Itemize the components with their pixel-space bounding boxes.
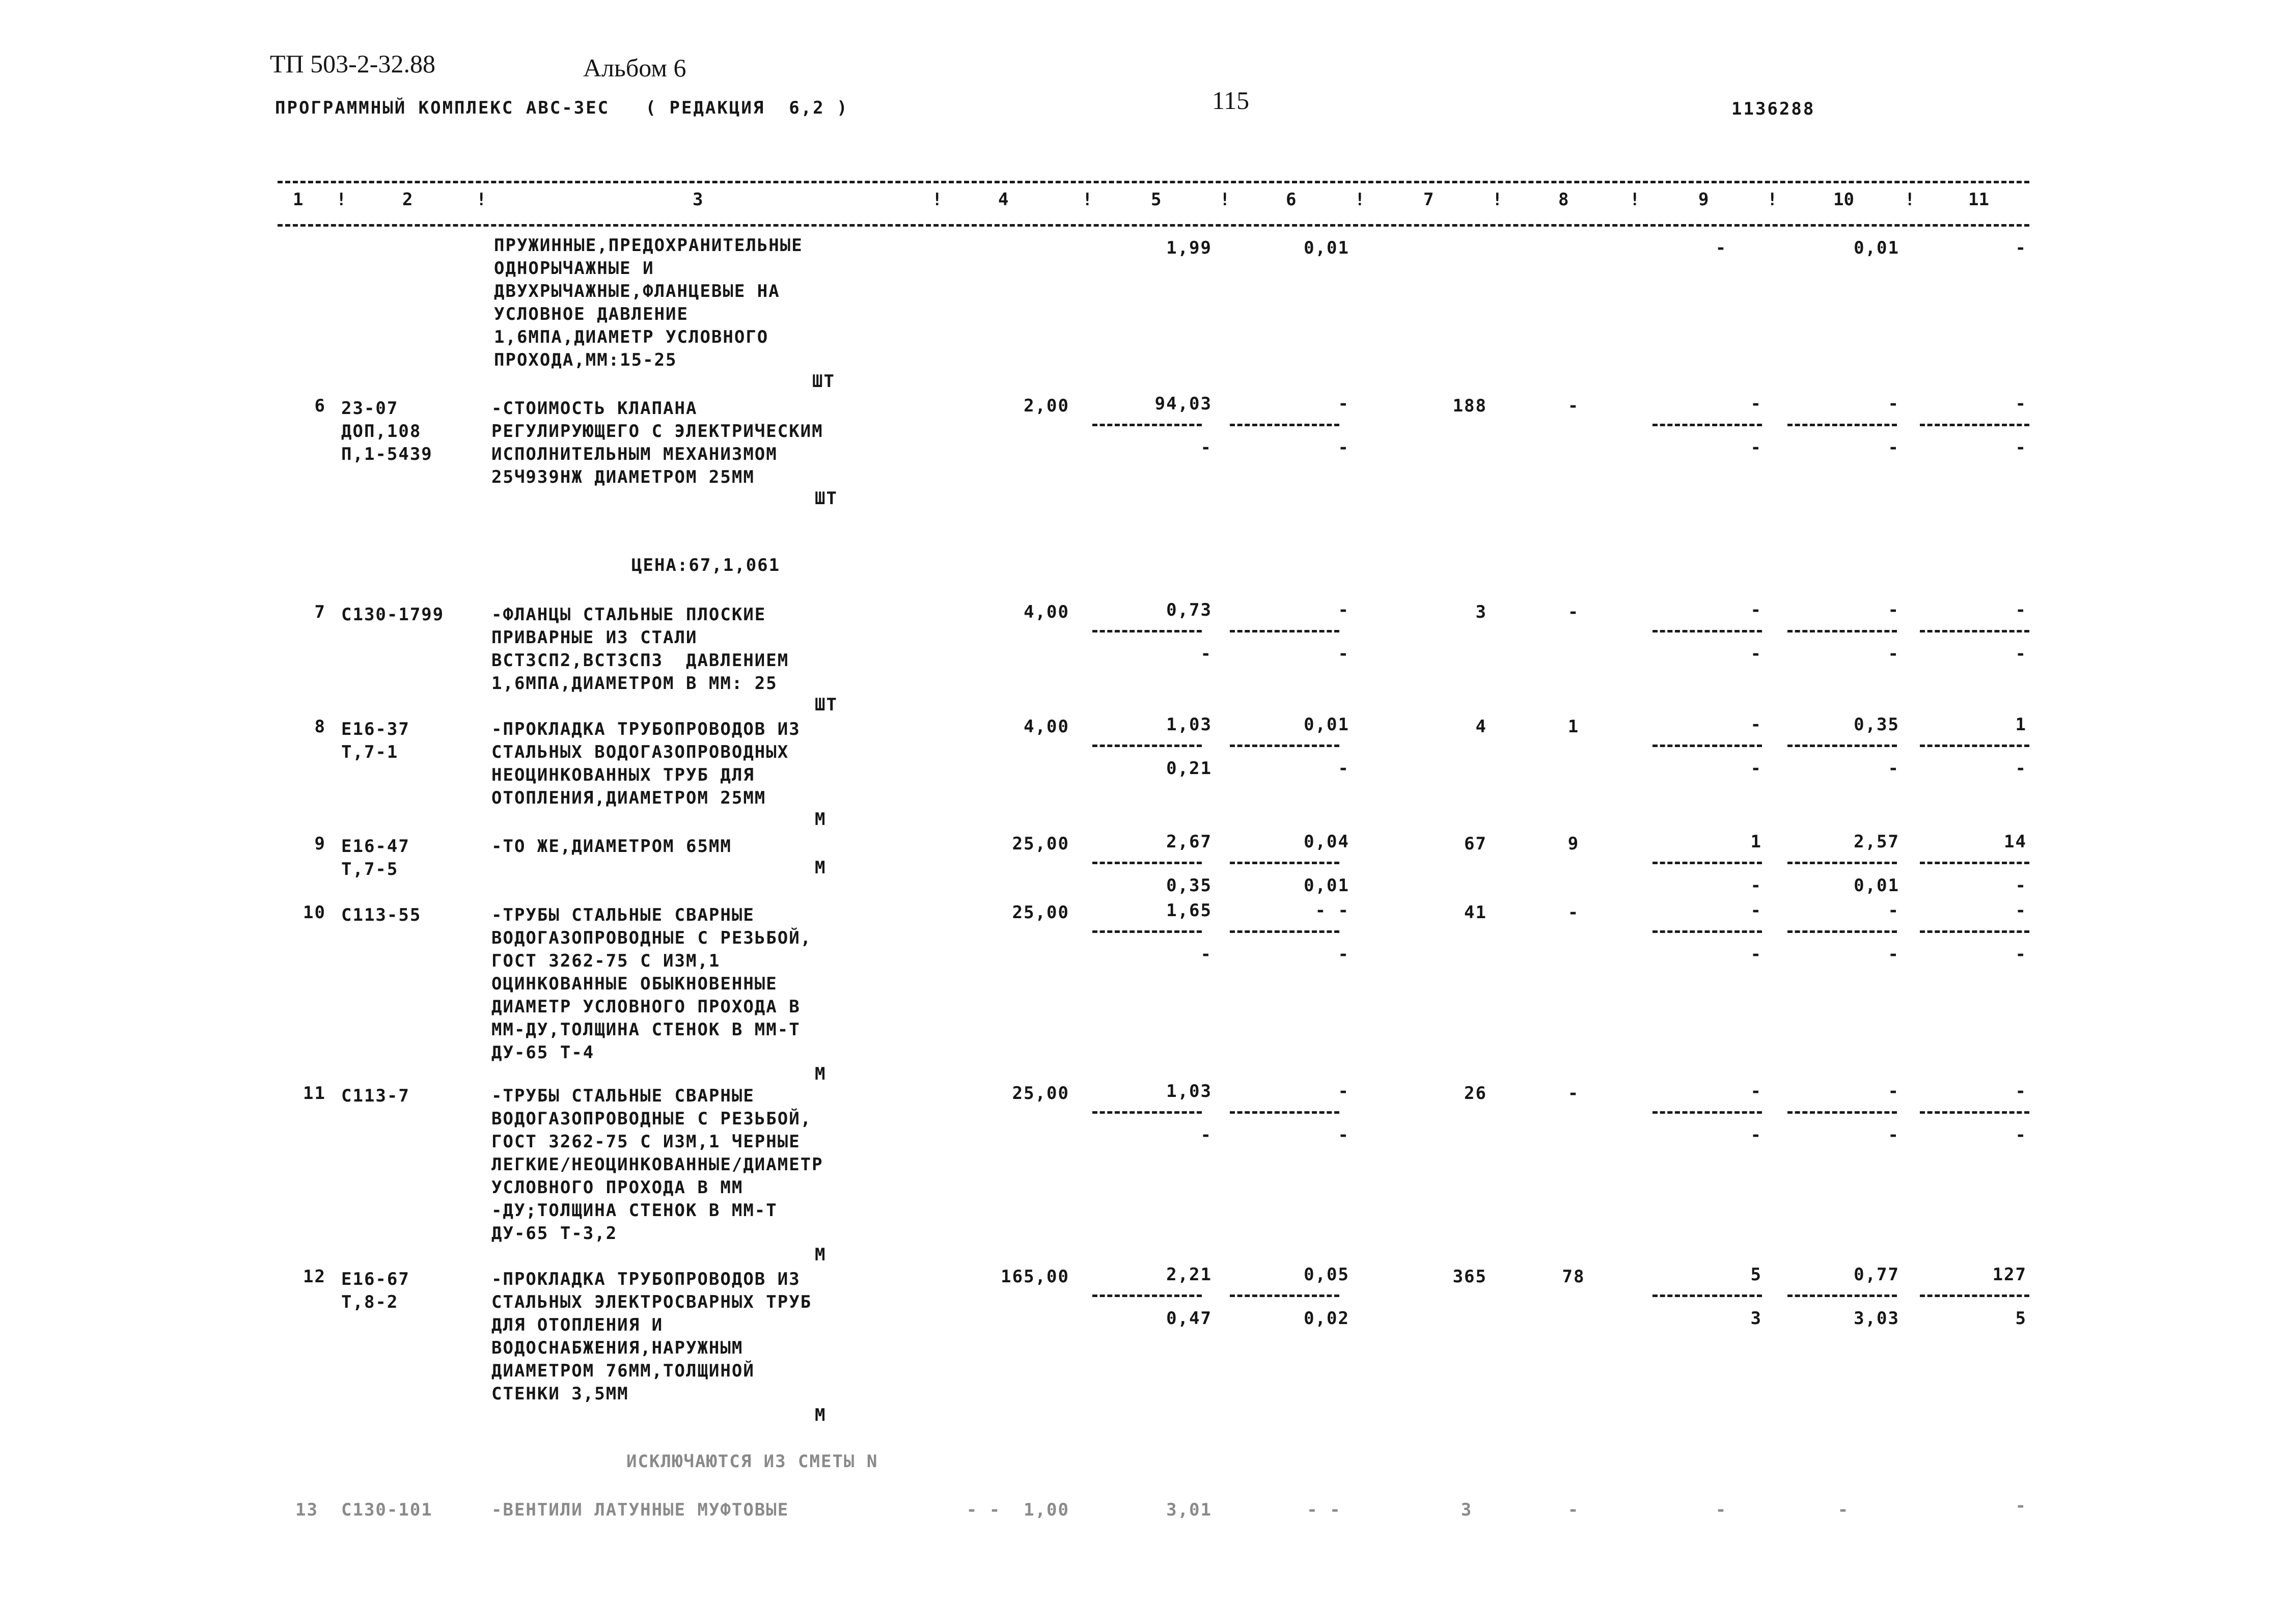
col-separator: !	[1355, 189, 1365, 210]
cell-divider	[1652, 630, 1762, 632]
cell-col5-bottom: -	[1200, 644, 1212, 664]
cell-divider	[1230, 1111, 1339, 1114]
cell-col11-top: -	[2015, 394, 2027, 414]
cell-col11-bottom: -	[2015, 944, 2027, 965]
col-separator: !	[1630, 189, 1640, 210]
cell-col5-bottom: 0,21	[1166, 758, 1212, 779]
cell-divider	[1787, 930, 1897, 933]
cell-col11-bottom: 5	[2015, 1308, 2027, 1329]
cell-col10-top: -	[1888, 394, 1899, 414]
cell-col10-bottom: -	[1888, 758, 1899, 779]
cell-col11-bottom: -	[2015, 644, 2027, 664]
cell-col6-top: -	[1338, 1081, 1349, 1102]
cell-col4: 4,00	[1024, 602, 1069, 622]
cell-col7: 365	[1452, 1267, 1487, 1287]
row-code: С130-1799	[341, 604, 445, 625]
cell-col11: -	[2015, 238, 2027, 258]
cell-col6-bottom: -	[1338, 644, 1349, 664]
item-description: -СТОИМОСТЬ КЛАПАНА РЕГУЛИРУЮЩЕГО С ЭЛЕКТРИЧЕСКИМ ИСПОЛНИТЕЛЬНЫМ МЕХАНИЗМОМ 25Ч939НЖ ДИАМЕТРОМ 25ММ	[491, 398, 823, 487]
header-rule-bottom	[278, 224, 2029, 227]
document-code: ТП 503-2-32.88	[270, 49, 435, 78]
cell-divider	[1787, 1111, 1897, 1114]
cell-col5-top: 2,67	[1166, 832, 1212, 852]
row-code: С113-7	[341, 1086, 410, 1106]
cell-col9-top: -	[1750, 394, 1762, 414]
cell-col6: 0,01	[1304, 238, 1349, 258]
cell-col10-top: -	[1888, 900, 1899, 921]
cell-col5-top: 1,03	[1166, 1081, 1212, 1102]
cell-divider	[1092, 424, 1202, 426]
cell-col10-top: 0,77	[1854, 1264, 1899, 1285]
item-description: -ТРУБЫ СТАЛЬНЫЕ СВАРНЫЕ ВОДОГАЗОПРОВОДНЫЕ С РЕЗЬБОЙ, ГОСТ 3262-75 С ИЗМ,1 ОЦИНКОВАННЫЕ ОБЫКНОВЕННЫЕ ДИАМЕТР УСЛОВНОГО ПРОХОДА В ММ-ДУ,ТОЛЩИНА СТЕНОК В ММ-Т ДУ-65 Т-4	[491, 905, 812, 1063]
cell-col9-bottom: -	[1750, 875, 1762, 896]
cell-divider	[1092, 1111, 1202, 1114]
cell-col10-bottom: -	[1888, 1125, 1899, 1145]
cell-divider	[1652, 930, 1762, 933]
cell-col6-top: -	[1338, 394, 1349, 414]
cell-col11-top: -	[2015, 1081, 2027, 1102]
cell-col5-bottom: -	[1200, 437, 1212, 458]
cell-col6-top: 0,05	[1304, 1264, 1349, 1285]
row-number: 12	[303, 1267, 326, 1287]
cell-col10-bottom: 0,01	[1854, 875, 1899, 896]
cell-col9-bottom: -	[1750, 944, 1762, 965]
cell-col10: -	[1837, 1500, 1850, 1520]
item-description: ПРУЖИННЫЕ,ПРЕДОХРАНИТЕЛЬНЫЕ ОДНОРЫЧАЖНЫЕ И ДВУХРЫЧАЖНЫЕ,ФЛАНЦЕВЫЕ НА УСЛОВНОЕ ДАВЛЕНИЕ 1,6МПА,ДИАМЕТР УСЛОВНОГО ПРОХОДА,ММ:15-25	[494, 235, 803, 370]
cell-divider	[1652, 1111, 1762, 1114]
cell-divider	[1230, 630, 1339, 632]
col-header-2: 2	[402, 189, 413, 210]
row-code: С130-101	[341, 1500, 433, 1520]
cell-divider	[1652, 1295, 1762, 1297]
cell-col6-bottom: -	[1338, 758, 1349, 779]
header-rule-top	[278, 181, 2029, 183]
cell-divider	[1092, 862, 1202, 864]
cell-col8: 1	[1567, 717, 1580, 737]
cell-col11-top: -	[2015, 600, 2027, 620]
cell-divider	[1920, 424, 2029, 426]
row-number: 10	[303, 902, 326, 923]
row-number: 6	[314, 396, 326, 416]
row-number: 11	[303, 1083, 326, 1104]
cell-divider	[1092, 745, 1202, 747]
cell-col10-bottom: -	[1888, 437, 1899, 458]
cell-col10-top: -	[1888, 600, 1899, 620]
cell-divider	[1652, 424, 1762, 426]
col-header-10: 10	[1833, 189, 1854, 210]
cell-col9-top: -	[1750, 714, 1762, 735]
cell-col9-top: 5	[1750, 1264, 1762, 1285]
cell-col5-bottom: -	[1200, 1125, 1212, 1145]
item-unit: М	[815, 1405, 827, 1425]
item-description: -ПРОКЛАДКА ТРУБОПРОВОДОВ ИЗ СТАЛЬНЫХ ВОДОГАЗОПРОВОДНЫХ НЕОЦИНКОВАННЫХ ТРУБ ДЛЯ ОТОПЛЕНИЯ,ДИАМЕТРОМ 25ММ	[491, 719, 801, 808]
cell-col6: - -	[1307, 1500, 1341, 1520]
col-separator: !	[1220, 189, 1230, 210]
item-description: -ПРОКЛАДКА ТРУБОПРОВОДОВ ИЗ СТАЛЬНЫХ ЭЛЕКТРОСВАРНЫХ ТРУБ ДЛЯ ОТОПЛЕНИЯ И ВОДОСНАБЖЕНИЯ,НАРУЖНЫМ ДИАМЕТРОМ 76ММ,ТОЛЩИНОЙ СТЕНКИ 3,5ММ	[491, 1269, 812, 1404]
item-description: -ТО ЖЕ,ДИАМЕТРОМ 65ММ	[491, 836, 732, 857]
item-unit: ШТ	[815, 695, 838, 715]
cell-col5-bottom: 0,47	[1166, 1308, 1212, 1329]
cell-col5: 1,99	[1166, 238, 1212, 258]
cell-col6-bottom: 0,02	[1304, 1308, 1349, 1329]
cell-divider	[1230, 862, 1339, 864]
cell-col11-bottom: -	[2015, 1125, 2027, 1145]
col-separator: !	[932, 189, 943, 210]
cell-col11-top: 1	[2015, 714, 2027, 735]
cell-col10-bottom: 3,03	[1854, 1308, 1899, 1329]
cell-divider	[1787, 862, 1897, 864]
row-number: 8	[314, 717, 326, 737]
cell-col11-top: 127	[1992, 1264, 2027, 1285]
cell-col10-top: 2,57	[1854, 832, 1899, 852]
cell-col7: 3	[1475, 602, 1487, 622]
cell-col9: -	[1715, 1500, 1727, 1520]
col-separator: !	[476, 189, 487, 210]
cell-col7: 188	[1452, 396, 1487, 416]
col-header-4: 4	[998, 189, 1009, 210]
row-code: Е16-37 Т,7-1	[341, 719, 410, 762]
cell-col6-top: 0,04	[1304, 832, 1349, 852]
item-unit: М	[815, 1245, 827, 1265]
col-header-8: 8	[1558, 189, 1569, 210]
cell-col4: 25,00	[1012, 902, 1069, 923]
cell-col5-top: 2,21	[1166, 1264, 1212, 1285]
cell-col6-bottom: -	[1338, 944, 1349, 965]
col-header-5: 5	[1151, 189, 1162, 210]
col-separator: !	[1905, 189, 1915, 210]
exclusion-note: ИСКЛЮЧАЮТСЯ ИЗ СМЕТЫ N	[626, 1451, 878, 1472]
cell-col8: -	[1567, 396, 1580, 416]
row-code: Е16-47 Т,7-5	[341, 836, 410, 879]
col-header-1: 1	[293, 189, 304, 210]
cell-divider	[1920, 1295, 2029, 1297]
cell-divider	[1920, 930, 2029, 933]
cell-divider	[1230, 745, 1339, 747]
page-number: 115	[1212, 86, 1250, 115]
row-code: 23-07 ДОП,108 П,1-5439	[341, 398, 433, 464]
col-separator: !	[336, 189, 347, 210]
cell-col4: 25,00	[1012, 834, 1069, 854]
cell-divider	[1230, 424, 1339, 426]
cell-col11-top: -	[2015, 900, 2027, 921]
cell-col4: 165,00	[1001, 1267, 1069, 1287]
item-description: -ВЕНТИЛИ ЛАТУННЫЕ МУФТОВЫЕ	[491, 1500, 789, 1520]
col-header-9: 9	[1698, 189, 1709, 210]
cell-divider	[1092, 630, 1202, 632]
cell-col9-top: -	[1750, 900, 1762, 921]
cell-col10-bottom: -	[1888, 944, 1899, 965]
program-title: ПРОГРАММНЫЙ КОМПЛЕКС АВС-ЗЕС ( РЕДАКЦИЯ 6,2 )	[275, 98, 849, 118]
cell-col5-top: 0,73	[1166, 600, 1212, 620]
cell-col5-bottom: -	[1200, 944, 1212, 965]
cell-col11-bottom: -	[2015, 875, 2027, 896]
cell-col5-top: 94,03	[1154, 394, 1212, 414]
cell-col6-bottom: 0,01	[1304, 875, 1349, 896]
cell-col9-bottom: -	[1750, 1125, 1762, 1145]
cell-divider	[1787, 745, 1897, 747]
document-id: 1136288	[1731, 99, 1815, 119]
cell-col11-bottom: -	[2015, 437, 2027, 458]
cell-col9-bottom: -	[1750, 758, 1762, 779]
cell-col6-bottom: -	[1338, 437, 1349, 458]
col-separator: !	[1492, 189, 1503, 210]
cell-col10-top: -	[1888, 1081, 1899, 1102]
cell-col9-bottom: -	[1750, 437, 1762, 458]
row-code: С113-55	[341, 905, 422, 925]
price-note: ЦЕНА:67,1,061	[631, 555, 781, 575]
item-unit: М	[815, 809, 827, 830]
row-number: 7	[314, 602, 326, 622]
item-description: -ФЛАНЦЫ СТАЛЬНЫЕ ПЛОСКИЕ ПРИВАРНЫЕ ИЗ СТАЛИ ВСТ3СП2,ВСТ3СП3 ДАВЛЕНИЕМ 1,6МПА,ДИАМЕТРОМ В ММ: 25	[491, 604, 789, 694]
cell-col4: - - 1,00	[966, 1500, 1069, 1520]
item-unit: ШТ	[812, 371, 835, 392]
cell-col11-bottom: -	[2015, 758, 2027, 779]
cell-divider	[1230, 930, 1339, 933]
cell-col6-top: - -	[1315, 900, 1349, 921]
cell-col8: -	[1567, 1500, 1580, 1520]
cell-divider	[1920, 630, 2029, 632]
cell-col7: 26	[1464, 1083, 1487, 1104]
col-header-6: 6	[1286, 189, 1297, 210]
cell-col9-top: -	[1750, 600, 1762, 620]
album-label: Альбом 6	[583, 53, 686, 82]
cell-col7: 41	[1464, 902, 1487, 923]
cell-col11-top: 14	[2004, 832, 2027, 852]
cell-col7: 3	[1461, 1500, 1473, 1520]
col-header-7: 7	[1423, 189, 1434, 210]
cell-divider	[1787, 1295, 1897, 1297]
cell-col8: 9	[1567, 834, 1580, 854]
col-separator: !	[1082, 189, 1093, 210]
item-unit: М	[815, 858, 827, 878]
cell-col10: 0,01	[1854, 238, 1899, 258]
cell-divider	[1920, 862, 2029, 864]
cell-divider	[1920, 1111, 2029, 1114]
cell-col4: 2,00	[1024, 396, 1069, 416]
cell-divider	[1230, 1295, 1339, 1297]
cell-col5: 3,01	[1166, 1500, 1212, 1520]
col-header-3: 3	[693, 189, 703, 210]
cell-divider	[1092, 1295, 1202, 1297]
cell-col10-bottom: -	[1888, 644, 1899, 664]
cell-col5-top: 1,03	[1166, 714, 1212, 735]
cell-col8: 78	[1562, 1267, 1585, 1287]
cell-col9-top: -	[1750, 1081, 1762, 1102]
cell-col6-top: 0,01	[1304, 714, 1349, 735]
cell-divider	[1920, 745, 2029, 747]
item-description: -ТРУБЫ СТАЛЬНЫЕ СВАРНЫЕ ВОДОГАЗОПРОВОДНЫЕ С РЕЗЬБОЙ, ГОСТ 3262-75 С ИЗМ,1 ЧЕРНЫЕ ЛЕГКИЕ/НЕОЦИНКОВАННЫЕ/ДИАМЕТР УСЛОВНОГО ПРОХОДА В ММ -ДУ;ТОЛЩИНА СТЕНОК В ММ-Т ДУ-65 Т-3,2	[491, 1086, 823, 1244]
cell-col7: 67	[1464, 834, 1487, 854]
cell-divider	[1787, 630, 1897, 632]
cell-divider	[1092, 930, 1202, 933]
row-number: 9	[314, 834, 326, 854]
cell-col6-bottom: -	[1338, 1125, 1349, 1145]
cell-divider	[1652, 745, 1762, 747]
cell-col7: 4	[1475, 717, 1487, 737]
cell-col9-bottom: -	[1750, 644, 1762, 664]
cell-divider	[1787, 424, 1897, 426]
row-code: Е16-67 Т,8-2	[341, 1269, 410, 1312]
item-unit: М	[815, 1064, 827, 1084]
col-separator: !	[1767, 189, 1778, 210]
cell-col8: -	[1567, 1083, 1580, 1104]
cell-col5-bottom: 0,35	[1166, 875, 1212, 896]
cell-col11: -	[2015, 1496, 2027, 1516]
cell-col4: 4,00	[1024, 717, 1069, 737]
cell-col10-top: 0,35	[1854, 714, 1899, 735]
cell-col4: 25,00	[1012, 1083, 1069, 1104]
cell-col9: -	[1715, 238, 1727, 258]
cell-col5-top: 1,65	[1166, 900, 1212, 921]
col-header-11: 11	[1968, 189, 1989, 210]
item-unit: ШТ	[815, 488, 838, 509]
cell-col8: -	[1567, 902, 1580, 923]
cell-col9-bottom: 3	[1750, 1308, 1762, 1329]
cell-col6-top: -	[1338, 600, 1349, 620]
cell-divider	[1652, 862, 1762, 864]
cell-col8: -	[1567, 602, 1580, 622]
row-number: 13	[295, 1500, 318, 1520]
cell-col9-top: 1	[1750, 832, 1762, 852]
